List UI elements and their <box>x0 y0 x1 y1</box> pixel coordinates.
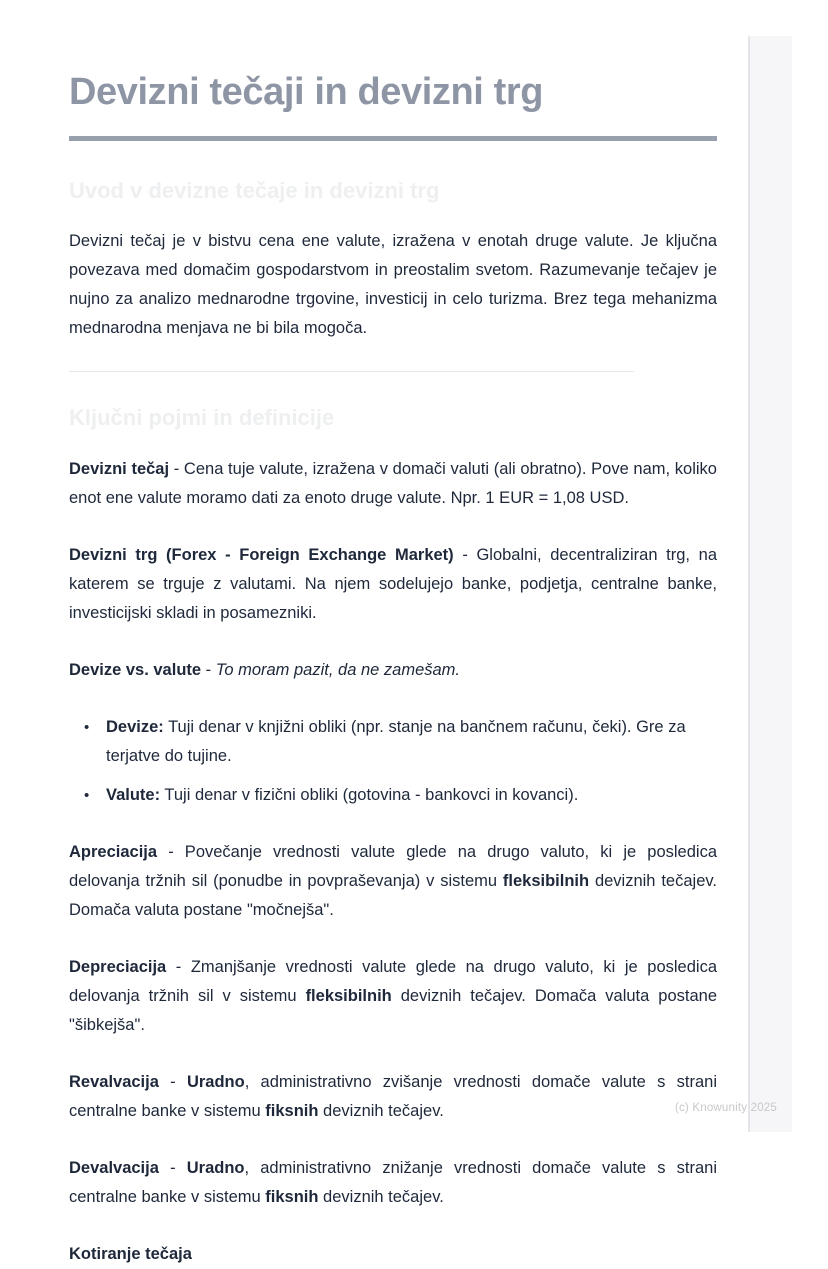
bullet-icon: • <box>84 786 90 804</box>
bold-text: Uradno <box>186 1158 245 1177</box>
bold-text: Devizni trg (Forex - Foreign Exchange Market) <box>69 545 454 564</box>
italic-text: To moram pazit, da ne zamešam. <box>215 660 460 679</box>
list-item-text <box>106 781 578 810</box>
section-heading: Ključni pojmi in definicije <box>69 405 335 431</box>
text-run: - <box>158 1072 187 1091</box>
text-run: Tuji denar v knjižni obliki (npr. stanje na bančnem računu, čeki). Gre za terjatve do tujine. <box>106 717 686 765</box>
definition-depreciacija <box>69 953 717 1040</box>
bold-text: Revalvacija <box>69 1072 159 1091</box>
text-run: deviznih tečajev. Domača valuta postane "močnejša". <box>69 871 717 919</box>
list-item-text <box>106 713 717 771</box>
definition-devizni-trg <box>69 541 717 628</box>
definition-devizni-tecaj <box>69 455 717 513</box>
definition-revalvacija <box>69 1068 717 1126</box>
bold-text: Valute: <box>106 785 161 804</box>
bold-text: Devizni tečaj <box>69 459 170 478</box>
bold-text: fleksibilnih <box>305 986 392 1005</box>
bold-text: Devalvacija <box>69 1158 159 1177</box>
text-run: - Povečanje vrednosti valute glede na drugo valuto, ki je posledica delovanja tržnih sil (ponudbe in povpraševanja) v sistemu <box>69 842 717 890</box>
bold-text: Uradno <box>186 1072 245 1091</box>
bullet-list <box>69 713 717 810</box>
text-run: - Globalni, decentraliziran trg, na katerem se trguje z valutami. Na njem sodelujejo banke, podjetja, centralne banke, investicijski skladi in posamezniki. <box>69 545 717 622</box>
page-title: Devizni tečaji in devizni trg <box>69 71 544 113</box>
bold-text: fiksnih <box>265 1187 319 1206</box>
text-run: deviznih tečajev. Domača valuta postane "šibkejša". <box>69 986 717 1034</box>
text-run: , administrativno znižanje vrednosti domače valute s strani centralne banke v sistemu <box>69 1158 717 1206</box>
text-run: - <box>158 1158 187 1177</box>
list-item <box>69 781 717 810</box>
scrollbar-track[interactable] <box>748 36 792 1132</box>
text-run: deviznih tečajev. <box>318 1101 444 1120</box>
bold-text: Devize: <box>106 717 164 736</box>
bold-text: Apreciacija <box>69 842 158 861</box>
bold-text: Depreciacija <box>69 957 167 976</box>
document-body <box>69 177 717 1269</box>
bold-text: fleksibilnih <box>502 871 590 890</box>
subheading-kotiranje-tecaja <box>69 1240 717 1269</box>
text-run: Tuji denar v fizični obliki (gotovina - bankovci in kovanci). <box>160 785 579 804</box>
text-run: deviznih tečajev. <box>318 1187 444 1206</box>
bold-text: Kotiranje tečaja <box>69 1244 192 1263</box>
text-run: - Cena tuje valute, izražena v domači valuti (ali obratno). Pove nam, koliko enot ene valute moramo dati za enoto druge valute. Npr. 1 EUR = 1,08 USD. <box>69 459 717 507</box>
text-run: - Zmanjšanje vrednosti valute glede na drugo valuto, ki je posledica delovanja tržnih sil v sistemu <box>69 957 717 1005</box>
definition-devize-vs-valute <box>69 656 717 685</box>
copyright-footer: (c) Knowunity 2025 <box>674 1102 777 1114</box>
title-underline-rule <box>69 136 717 141</box>
text-run: - <box>201 660 216 679</box>
intro-paragraph <box>69 227 717 343</box>
list-item <box>69 713 717 771</box>
section-heading: Uvod v devizne tečaje in devizni trg <box>69 177 440 203</box>
bullet-icon: • <box>84 718 90 736</box>
bold-text: fiksnih <box>265 1101 319 1120</box>
section-divider <box>69 371 634 372</box>
definition-apreciacija <box>69 838 717 925</box>
bold-text: Devize vs. valute <box>69 660 202 679</box>
text-run: , administrativno zvišanje vrednosti domače valute s strani centralne banke v sistemu <box>69 1072 717 1120</box>
definition-devalvacija <box>69 1154 717 1212</box>
text-run: Devizni tečaj je v bistvu cena ene valute, izražena v enotah druge valute. Je ključna povezava med domačim gospodarstvom in preostalim svetom. Razumevanje tečajev je nujno za analizo mednarodne trgovine, investicij in celo turizma. Brez tega mehanizma mednarodna menjava ne bi bila mogoča. <box>69 232 717 338</box>
